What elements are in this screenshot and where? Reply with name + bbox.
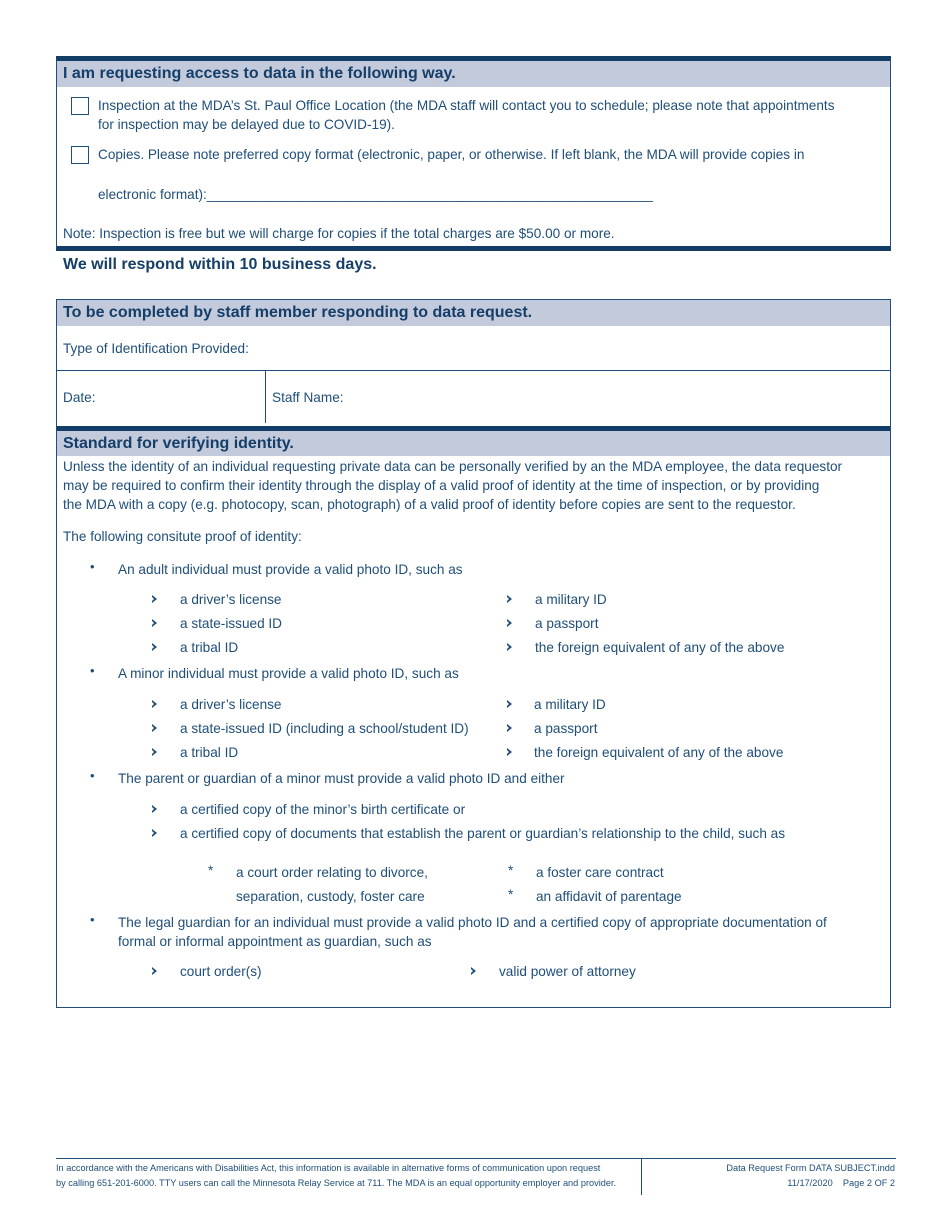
list-item: a certified copy of the minor’s birth certificate or xyxy=(180,802,466,817)
arrow-bullet-icon xyxy=(507,748,512,756)
star-bullet: * xyxy=(508,863,514,878)
list-item: the foreign equivalent of any of the above xyxy=(535,640,785,655)
arrow-bullet-icon xyxy=(152,619,157,627)
divider xyxy=(265,370,266,423)
copies-format-field[interactable]: electronic format):___________________________________________________________ xyxy=(98,187,653,202)
proof-intro: The following consitute proof of identity: xyxy=(63,529,302,544)
identity-paragraph-line2: may be required to confirm their identity through the display of a valid proof of identity at the time of inspection, or by providing xyxy=(63,478,820,493)
inspection-fee-note: Note: Inspection is free but we will charge for copies if the total charges are $50.00 or more. xyxy=(63,226,615,241)
staff-section-header: To be completed by staff member responding to data request. xyxy=(57,300,890,326)
list-item: a state-issued ID (including a school/student ID) xyxy=(180,721,469,736)
inspection-checkbox[interactable] xyxy=(71,97,89,115)
list-item: a foster care contract xyxy=(536,865,664,880)
arrow-bullet-icon xyxy=(152,829,157,837)
access-section-header: I am requesting access to data in the following way. xyxy=(57,61,890,87)
list-item: an affidavit of parentage xyxy=(536,889,682,904)
legal-guardian-requirement-line2: formal or informal appointment as guardian, such as xyxy=(118,934,432,949)
form-filename: Data Request Form DATA SUBJECT.indd xyxy=(726,1163,895,1173)
bullet: • xyxy=(90,663,95,678)
arrow-bullet-icon xyxy=(152,595,157,603)
arrow-bullet-icon xyxy=(507,595,512,603)
list-item: a passport xyxy=(535,616,599,631)
list-item: a tribal ID xyxy=(180,745,239,760)
inspection-option-line2: for inspection may be delayed due to COVID-19). xyxy=(98,117,395,132)
list-item: court order(s) xyxy=(180,964,262,979)
identification-type-label: Type of Identification Provided: xyxy=(63,341,249,356)
date-label: Date: xyxy=(63,390,96,405)
arrow-bullet-icon xyxy=(152,700,157,708)
inspection-option-line1: Inspection at the MDA’s St. Paul Office Location (the MDA staff will contact you to schedule; please note that appointments xyxy=(98,98,835,113)
identity-paragraph-line1: Unless the identity of an individual requesting private data can be personally verified by an the MDA employee, the data requestor xyxy=(63,459,843,474)
access-request-section xyxy=(56,56,891,251)
star-bullet: * xyxy=(508,887,514,902)
legal-guardian-requirement-line1: The legal guardian for an individual must provide a valid photo ID and a certified copy of appropriate documentation of xyxy=(118,915,827,930)
response-time-notice: We will respond within 10 business days. xyxy=(63,256,377,273)
page-info xyxy=(787,1176,895,1191)
list-item: a state-issued ID xyxy=(180,616,282,631)
arrow-bullet-icon xyxy=(507,724,512,732)
list-item: a driver’s license xyxy=(180,697,282,712)
divider xyxy=(57,370,890,371)
list-item: separation, custody, foster care xyxy=(236,889,425,904)
copies-option-line1: Copies. Please note preferred copy format (electronic, paper, or otherwise. If left blank, the MDA will provide copies in xyxy=(98,147,805,162)
list-item: a certified copy of documents that establish the parent or guardian’s relationship to the child, such as xyxy=(180,826,786,841)
list-item: a driver’s license xyxy=(180,592,282,607)
arrow-bullet-icon xyxy=(152,805,157,813)
parent-requirement: The parent or guardian of a minor must provide a valid photo ID and either xyxy=(118,771,565,786)
form-date: 11/17/2020 xyxy=(787,1178,833,1188)
arrow-bullet-icon xyxy=(152,724,157,732)
list-item: the foreign equivalent of any of the above xyxy=(534,745,784,760)
identity-standard-header: Standard for verifying identity. xyxy=(57,426,890,456)
arrow-bullet-icon xyxy=(507,619,512,627)
arrow-bullet-icon xyxy=(507,700,512,708)
ada-notice-line1: In accordance with the Americans with Disabilities Act, this information is available in alternative forms of communication upon request xyxy=(56,1163,601,1173)
footer-column-divider xyxy=(641,1158,642,1195)
minor-requirement: A minor individual must provide a valid photo ID, such as xyxy=(118,666,459,681)
list-item: a tribal ID xyxy=(180,640,239,655)
arrow-bullet-icon xyxy=(507,643,512,651)
bullet: • xyxy=(90,768,95,783)
arrow-bullet-icon xyxy=(152,643,157,651)
identity-paragraph-line3: the MDA with a copy (e.g. photocopy, scan, photograph) of a valid proof of identity before copies are sent to the requestor. xyxy=(63,497,796,512)
ada-notice-line2: by calling 651-201-6000. TTY users can call the Minnesota Relay Service at 711. The MDA is an equal opportunity employer and provider. xyxy=(56,1178,617,1188)
page-number: Page 2 OF 2 xyxy=(842,1178,895,1188)
bullet: • xyxy=(90,912,95,927)
list-item: valid power of attorney xyxy=(499,964,636,979)
staff-section xyxy=(56,299,891,1008)
list-item: a passport xyxy=(534,721,598,736)
arrow-bullet-icon xyxy=(152,748,157,756)
copies-checkbox[interactable] xyxy=(71,146,89,164)
list-item: a military ID xyxy=(534,697,606,712)
arrow-bullet-icon xyxy=(471,967,476,975)
arrow-bullet-icon xyxy=(152,967,157,975)
list-item: a court order relating to divorce, xyxy=(236,865,428,880)
footer-divider xyxy=(56,1158,896,1159)
star-bullet: * xyxy=(208,863,214,878)
adult-requirement: An adult individual must provide a valid photo ID, such as xyxy=(118,562,463,577)
staff-name-label: Staff Name: xyxy=(272,390,344,405)
bullet: • xyxy=(90,559,95,574)
list-item: a military ID xyxy=(535,592,607,607)
